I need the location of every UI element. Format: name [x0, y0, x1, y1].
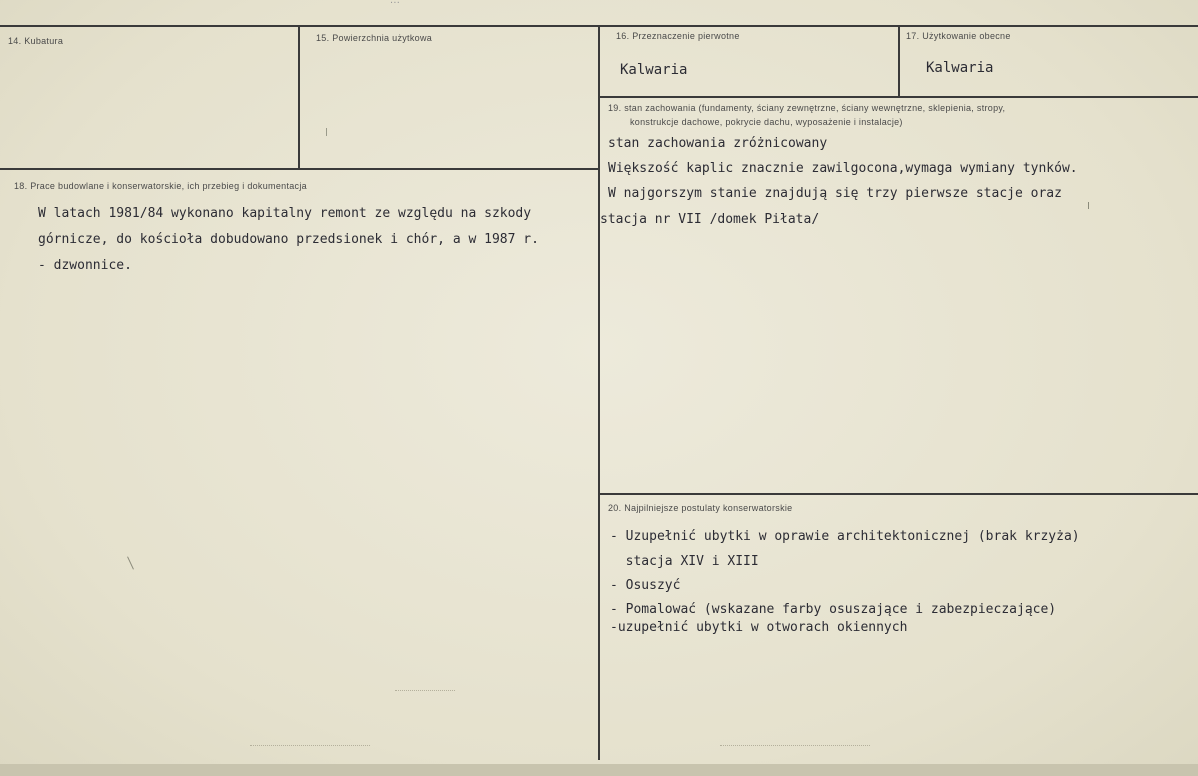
field-15-label: 15. Powierzchnia użytkowa: [316, 33, 433, 43]
header-fragment: ...: [390, 0, 401, 6]
field-18-line: górnicze, do kościoła dobudowano przedsionek i chór, a w 1987 r.: [38, 232, 539, 247]
field-19-line: stacja nr VII /domek Piłata/: [600, 212, 820, 227]
paper-mark: [1088, 202, 1089, 209]
divider-16-17: [898, 25, 900, 96]
field-18-label: 18. Prace budowlane i konserwatorskie, ich przebieg i dokumentacja: [14, 181, 307, 191]
field-20-line: - Pomalować (wskazane farby osuszające i zabezpieczające): [610, 602, 1057, 617]
field-20-line: - Uzupełnić ubytki w oprawie architektonicznej (brak krzyża): [610, 529, 1080, 544]
field-20-label: 20. Najpilniejsze postulaty konserwatorskie: [608, 503, 793, 513]
field-20-line: stacja XIV i XIII: [610, 554, 759, 569]
rule-19-20: [598, 493, 1198, 495]
rule-14-18: [0, 168, 598, 170]
field-19-line: stan zachowania zróżnicowany: [608, 136, 828, 151]
field-20-line: -uzupełnić ubytki w otworach okiennych: [610, 620, 908, 635]
field-17-label: 17. Użytkowanie obecne: [906, 31, 1011, 41]
rule-16-19: [598, 96, 1198, 98]
divider-14-15: [298, 25, 300, 168]
field-19-line: W najgorszym stanie znajdują się trzy pierwsze stacje oraz: [608, 186, 1062, 201]
field-19-label: 19. stan zachowania (fundamenty, ściany zewnętrzne, ściany wewnętrzne, sklepienia, stropy,: [608, 103, 1006, 113]
paper-mark: [326, 128, 327, 136]
field-17-value: Kalwaria: [926, 60, 994, 76]
divider-left-right: [598, 25, 600, 760]
field-18-line: W latach 1981/84 wykonano kapitalny remont ze względu na szkody: [38, 206, 532, 221]
paper-mark: [250, 745, 370, 747]
field-19-label-cont: konstrukcje dachowe, pokrycie dachu, wyposażenie i instalacje): [630, 117, 903, 127]
field-16-value: Kalwaria: [620, 62, 688, 78]
field-18-line: - dzwonnice.: [38, 258, 132, 273]
field-19-line: Większość kaplic znacznie zawilgocona,wymaga wymiany tynków.: [608, 161, 1078, 176]
field-16-label: 16. Przeznaczenie pierwotne: [616, 31, 740, 41]
field-20-line: - Osuszyć: [610, 578, 681, 593]
paper-mark: [395, 690, 455, 692]
bottom-edge: [0, 764, 1198, 776]
paper-mark: [720, 745, 870, 747]
paper-mark: [127, 556, 134, 569]
field-14-label: 14. Kubatura: [8, 36, 64, 46]
